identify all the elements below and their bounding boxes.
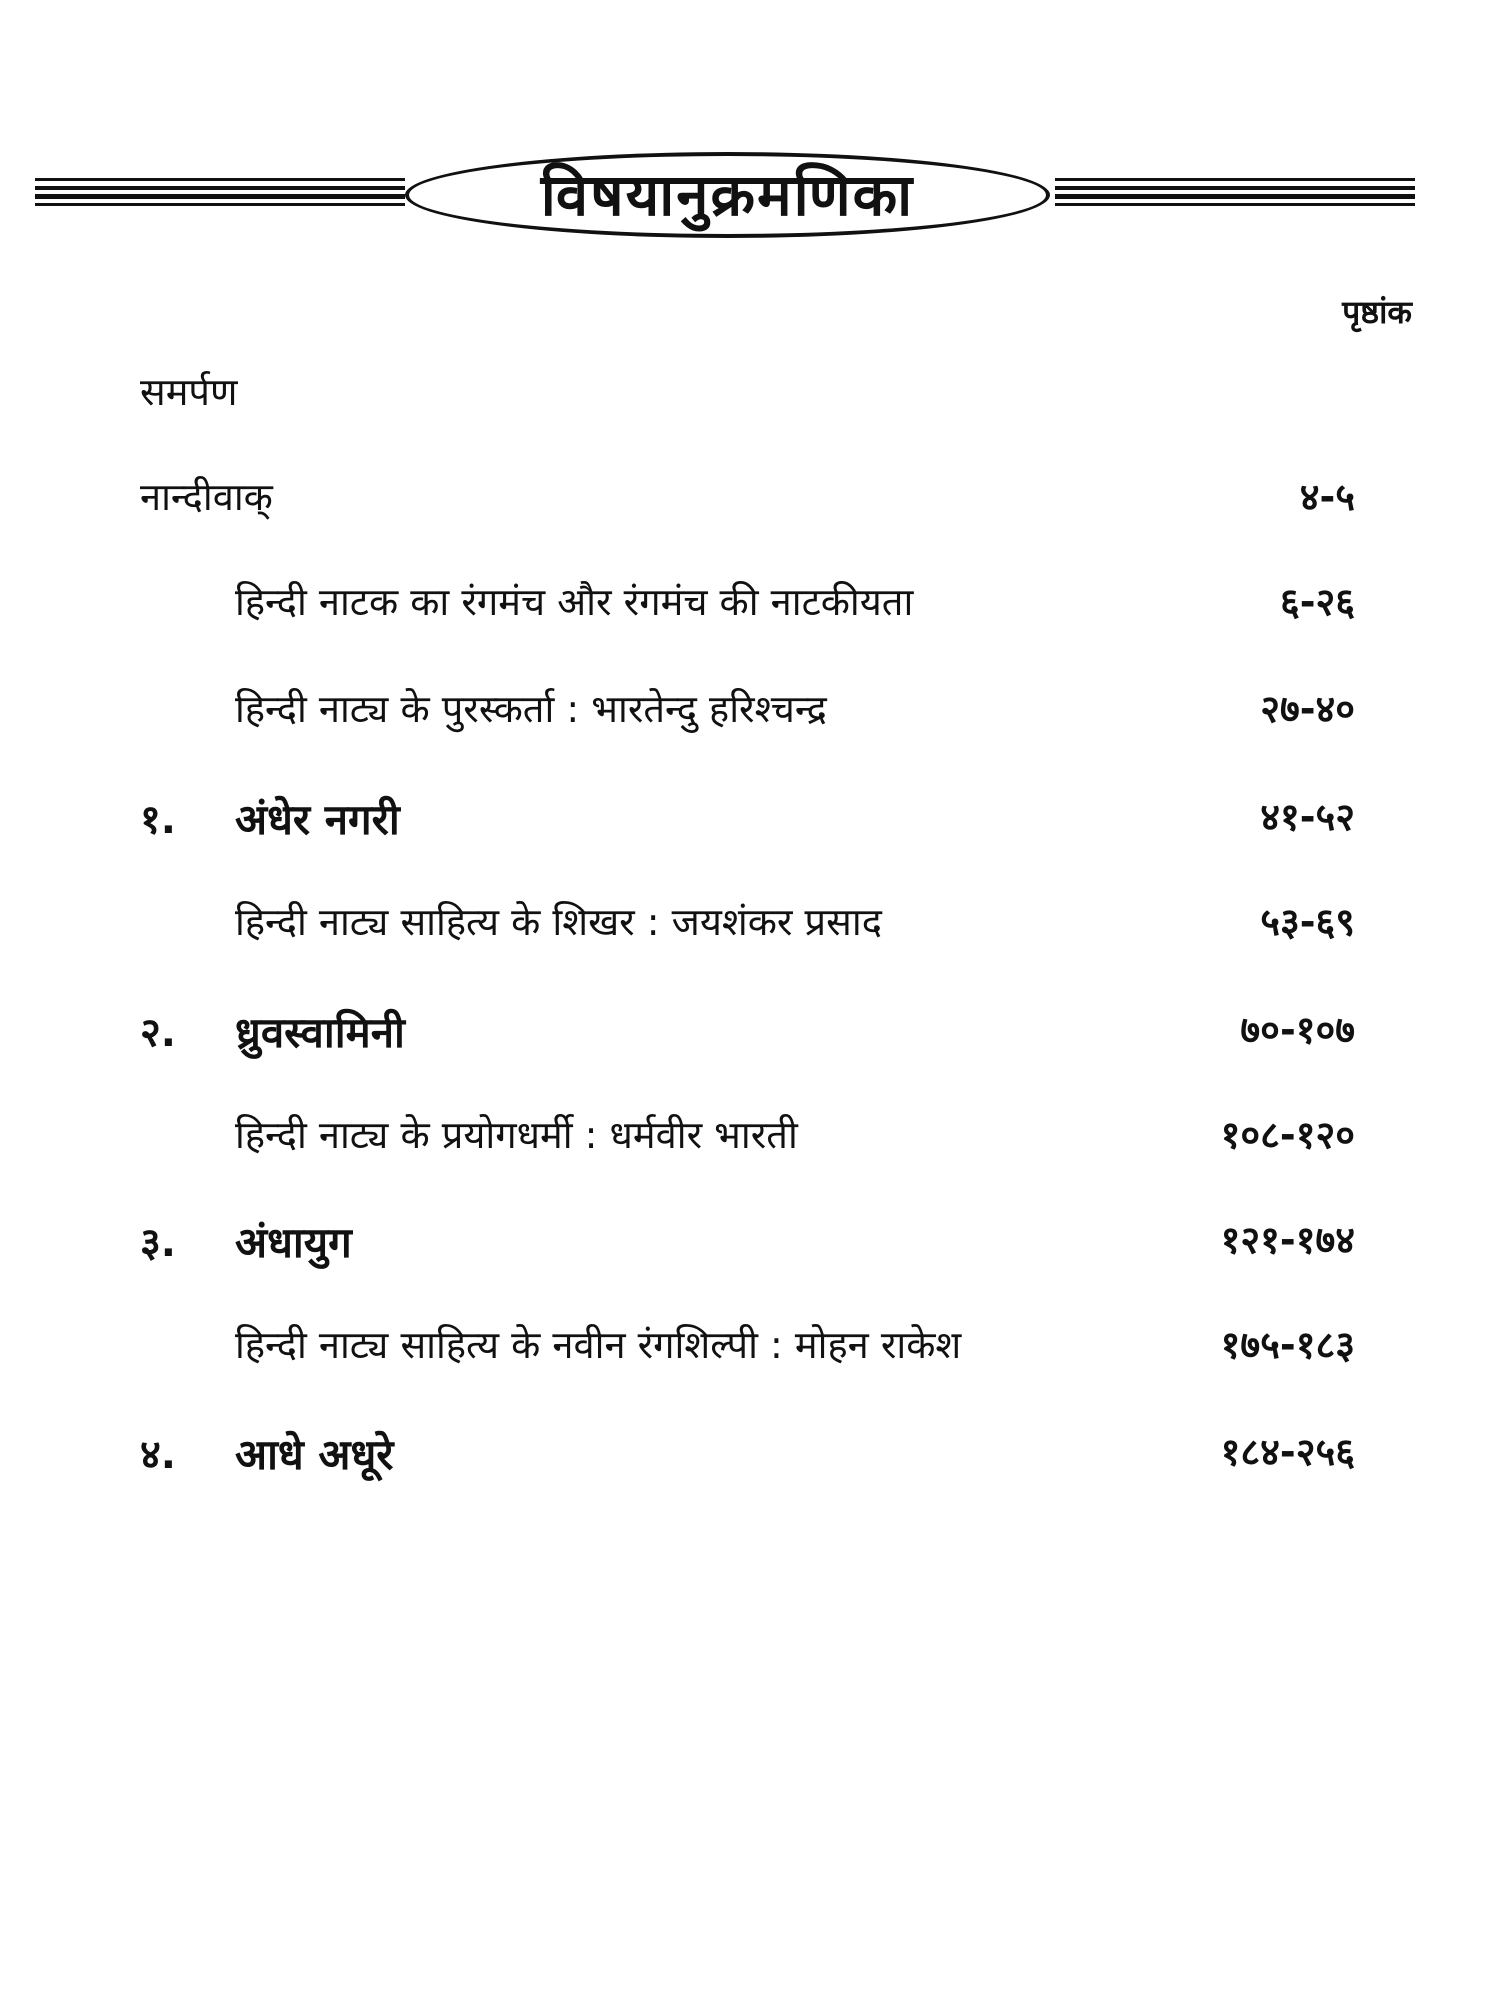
toc-entry-play [0, 1003, 1500, 1063]
toc-entry-title: हिन्दी नाटक का रंगमंच और रंगमंच की नाटकीयता [235, 580, 914, 624]
toc-entry-essay [0, 1108, 1500, 1168]
toc-entry-title: समर्पण [140, 370, 238, 414]
toc-entry-title: नान्दीवाक् [140, 475, 273, 519]
toc-entry-play [0, 1425, 1500, 1485]
toc-entry-title: हिन्दी नाट्य के प्रयोगधर्मी : धर्मवीर भारती [235, 1113, 798, 1157]
toc-entry-number: २. [140, 1010, 176, 1056]
toc-entry-pages: १२१-१७४ [1220, 1218, 1355, 1262]
left-decorative-rule [35, 178, 405, 212]
toc-entry-title: आधे अधूरे [235, 1430, 394, 1479]
toc-entry-essay [0, 575, 1500, 635]
toc-entry-title: हिन्दी नाट्य साहित्य के शिखर : जयशंकर प्रसाद [235, 900, 882, 944]
toc-entry-essay [0, 1318, 1500, 1378]
toc-entry-pages: १८४-२५६ [1220, 1430, 1355, 1474]
toc-entry-pages: १०८-१२० [1220, 1113, 1355, 1157]
toc-entry-title: अंधायुग [235, 1218, 352, 1267]
toc-entry-essay [0, 895, 1500, 955]
page-title: विषयानुक्रमणिका [540, 161, 915, 229]
toc-entry-play [0, 790, 1500, 850]
toc-entry-title: हिन्दी नाट्य के पुरस्कर्ता : भारतेन्दु हरिश्चन्द्र [235, 687, 827, 731]
toc-entry-pages: ४-५ [1299, 475, 1355, 519]
right-decorative-rule [1055, 178, 1415, 212]
title-oval-frame [405, 152, 1050, 238]
toc-entry-pages: ४१-५२ [1260, 795, 1355, 839]
page-number-column-label: पृष्ठांक [1342, 293, 1412, 331]
toc-entry-pages: १७५-१८३ [1220, 1323, 1355, 1367]
toc-entry-pages: ५३-६९ [1260, 900, 1355, 944]
toc-entry-number: ३. [140, 1220, 176, 1266]
contents-header [35, 150, 1415, 250]
toc-entry-preface [0, 470, 1500, 530]
toc-entry-number: १. [140, 797, 176, 843]
toc-entry-pages: २७-४० [1260, 687, 1355, 731]
toc-entry-number: ४. [140, 1432, 176, 1478]
toc-entry-play [0, 1213, 1500, 1273]
toc-entry-dedication [0, 365, 1500, 425]
toc-entry-title: ध्रुवस्वामिनी [235, 1008, 405, 1057]
toc-entry-essay [0, 682, 1500, 742]
toc-entry-pages: ७०-१०७ [1240, 1008, 1355, 1052]
toc-entry-pages: ६-२६ [1279, 580, 1355, 624]
toc-entry-title: हिन्दी नाट्य साहित्य के नवीन रंगशिल्पी : मोहन राकेश [235, 1323, 962, 1367]
toc-entry-title: अंधेर नगरी [235, 795, 400, 844]
